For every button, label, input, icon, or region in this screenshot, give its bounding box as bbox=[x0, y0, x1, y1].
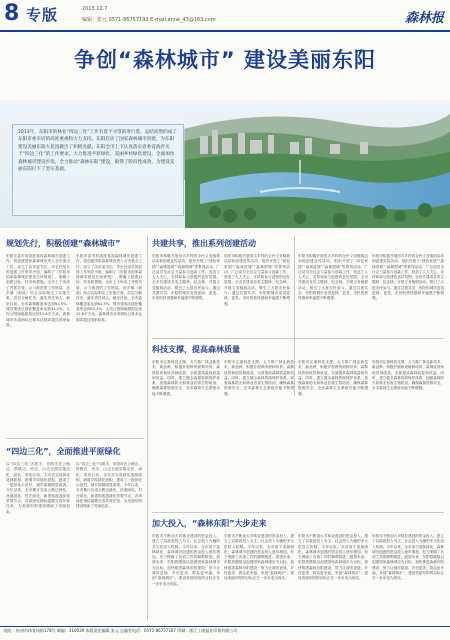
article-column: 东阳市积极开展形式多样的全民义务植树活动和创建宣传活动，组织开展了“绿色家园”“森林进城”“森林围城”等系列活动，广泛动员全社会力量参与创森工作，营造了人人关心、支持和参与创建的良好氛围。全市共建成各类主题林、纪念林，开展义务植树活动，吸引了大批市民参与。通过共建共享，东阳的城市变得更绿、更美，市民的获得感和幸福感不断增强。 bbox=[152, 254, 220, 301]
intro-paragraph: 2013年，东阳市的林业“四边三化”工作有着不寻常的进行着，总结而然的成了东阳市委市府的高度重视和大力支持。东阳启动了国家森林城市创建，为东阳建设美丽东阳大花园做出了积极贡献。东阳全市上下认真落实省委省政府关于“四边三化”的工作要求，大力推进平原绿化、美丽乡村绿化建设，全面加快森林城市建设步伐，全力推动“森林东阳”建设，取得了阶段性成效，为建设美丽东阳打下了坚实基础。 bbox=[12, 124, 184, 216]
article-column: 东阳市不断加大对林业建设的资金投入，建立了以政府投入为主、社会投入为辅的多元化投入机制。今年以来，全市用于造林绿化、森林城市创建的资金投入逐年增加，有力保障了各项工作的顺利推进。展望未来，东阳将继续以创建国家森林城市为目标，加快推进森林东阳建设，努力让城市更绿、乡村更美、群众更幸福，争创“森林城市”，建设美丽东阳的目标正在一步步变为现实。 bbox=[298, 534, 368, 581]
section-divider bbox=[6, 438, 144, 439]
article-column: 东阳市注重科技支撑，大力推广林业新技术、新品种，积极开展珍贵树种培育、森林抚育和低效林改造，全面提高森林质量和效益。同时，建立健全森林资源保护体系，加强森林防火和林业有害生物防治，确保森林资源安全，全市森林生态系统功能不断增强。 bbox=[224, 360, 294, 396]
page-headline: 争创“森林城市” 建设美丽东阳 bbox=[74, 48, 376, 72]
column-divider bbox=[294, 236, 295, 396]
article-column: 东阳市委市府高度重视森林城市创建工作，将创建国家森林城市列入全市重点工作，成立了由市委书记、市长任组长的创建工作领导小组，编制了《东阳市国家森林城市建设总体规划》，明确了创建目标、任务和措施。全市上下形成了齐抓共管、合力推进的工作格局，各乡镇（街道）结合实际制定了实施方案，层层分解任务，落实责任到人。截至目前，全市森林覆盖率达到61.5%，城市建成区绿化覆盖率达到41.2%，人均公园绿地面积达到12.6平方米，森林城市各项指标已基本达到或超过国家标准。 bbox=[6, 254, 70, 327]
issue-date: 2013.12.7 bbox=[82, 6, 108, 12]
page-masthead bbox=[0, 0, 450, 32]
section-divider bbox=[152, 512, 444, 513]
article-column: 东阳市委市府高度重视森林城市创建工作，将创建国家森林城市列入全市重点工作，成立了由市委书记、市长任组长的创建工作领导小组，编制了《东阳市国家森林城市建设总体规划》，明确了创建目标、任务和措施。全市上下形成了齐抓共管、合力推进的工作格局，各乡镇（街道）结合实际制定了实施方案，层层分解任务，落实责任到人。截至目前，全市森林覆盖率达到61.5%，城市建成区绿化覆盖率达到41.2%，人均公园绿地面积达到12.6平方米，森林城市各项指标已基本达到或超过国家标准。 bbox=[76, 254, 142, 322]
section-title-planning: 规划先行，积极创建“森林城市” bbox=[6, 239, 121, 248]
column-divider bbox=[147, 236, 148, 620]
article-column: 以“四边三化”为抓手，东阳市在公路边、铁路边、河边、山边全面实施洁化、绿化、美化行动，全市共完成绿化造林面积，新增平原绿化面积，建成了一批绿化示范村，城乡面貌明显改善。今年以来，全市累计完成公路边绿化，河道绿化，村庄绿化，新建和改造绿化景观节点，各项绿化指标超额完成年度任务，为美丽东阳建设增添了亮丽色彩。 bbox=[76, 462, 142, 509]
section-title-greening: “四边三化”，全面推进平原绿化 bbox=[6, 447, 121, 456]
section-title-investment: 加大投入，“森林东阳”大步走来 bbox=[152, 519, 267, 528]
section-title-activities: 共建共享，推出系列创建活动 bbox=[152, 239, 256, 248]
page-number: 8 bbox=[4, 1, 20, 26]
article-column: 东阳市积极开展形式多样的全民义务植树活动和创建宣传活动，组织开展了“绿色家园”“森林进城”“森林围城”等系列活动，广泛动员全社会力量参与创森工作，营造了人人关心、支持和参与创建的良好氛围。全市共建成各类主题林、纪念林，开展义务植树活动，吸引了大批市民参与。通过共建共享，东阳的城市变得更绿、更美，市民的获得感和幸福感不断增强。 bbox=[372, 254, 444, 301]
article-column: 东阳市不断加大对林业建设的资金投入，建立了以政府投入为主、社会投入为辅的多元化投入机制。今年以来，全市用于造林绿化、森林城市创建的资金投入逐年增加，有力保障了各项工作的顺利推进。展望未来，东阳将继续以创建国家森林城市为目标，加快推进森林东阳建设，努力让城市更绿、乡村更美、群众更幸福，争创“森林城市”，建设美丽东阳的目标正在一步步变为现实。 bbox=[372, 534, 444, 581]
article-column: 东阳市积极开展形式多样的全民义务植树活动和创建宣传活动，组织开展了“绿色家园”“森林进城”“森林围城”等系列活动，广泛动员全社会力量参与创森工作，营造了人人关心、支持和参与创建的良好氛围。全市共建成各类主题林、纪念林，开展义务植树活动，吸引了大批市民参与。通过共建共享，东阳的城市变得更绿、更美，市民的获得感和幸福感不断增强。 bbox=[224, 254, 290, 306]
article-column: 东阳市不断加大对林业建设的资金投入，建立了以政府投入为主、社会投入为辅的多元化投入机制。今年以来，全市用于造林绿化、森林城市创建的资金投入逐年增加，有力保障了各项工作的顺利推进。展望未来，东阳将继续以创建国家森林城市为目标，加快推进森林东阳建设，努力让城市更绿、乡村更美、群众更幸福，争创“森林城市”，建设美丽东阳的目标正在一步步变为现实。 bbox=[224, 534, 294, 581]
article-column: 东阳市注重科技支撑，大力推广林业新技术、新品种，积极开展珍贵树种培育、森林抚育和低效林改造，全面提高森林质量和效益。同时，建立健全森林资源保护体系，加强森林防火和林业有害生物防治，确保森林资源安全，全市森林生态系统功能不断增强。 bbox=[372, 360, 444, 391]
page-footer: 地址：杭州市体育场路178号 邮编：310039 本版责任编辑 张元 总编室电话：0571-86757187 印刷：浙江工商报业印务有限公司 bbox=[0, 626, 450, 640]
newspaper-logo: 森林报 bbox=[404, 11, 444, 26]
article-column: 东阳市注重科技支撑，大力推广林业新技术、新品种，积极开展珍贵树种培育、森林抚育和低效林改造，全面提高森林质量和效益。同时，建立健全森林资源保护体系，加强森林防火和林业有害生物防治，确保森林资源安全，全市森林生态系统功能不断增强。 bbox=[152, 360, 220, 396]
editor-contact: 编辑：张元 0571-86757193 E-mail:anne_43@163.com bbox=[82, 17, 216, 23]
section-divider bbox=[152, 338, 444, 339]
article-column: 以“四边三化”为抓手，东阳市在公路边、铁路边、河边、山边全面实施洁化、绿化、美化行动，全市共完成绿化造林面积，新增平原绿化面积，建成了一批绿化示范村，城乡面貌明显改善。今年以来，全市累计完成公路边绿化，河道绿化，村庄绿化，新建和改造绿化景观节点，各项绿化指标超额完成年度任务，为美丽东阳建设增添了亮丽色彩。 bbox=[6, 462, 70, 514]
article-column: 东阳市积极开展形式多样的全民义务植树活动和创建宣传活动，组织开展了“绿色家园”“森林进城”“森林围城”等系列活动，广泛动员全社会力量参与创森工作，营造了人人关心、支持和参与创建的良好氛围。全市共建成各类主题林、纪念林，开展义务植树活动，吸引了大批市民参与。通过共建共享，东阳的城市变得更绿、更美，市民的获得感和幸福感不断增强。 bbox=[298, 254, 368, 301]
article-column: 东阳市不断加大对林业建设的资金投入，建立了以政府投入为主、社会投入为辅的多元化投入机制。今年以来，全市用于造林绿化、森林城市创建的资金投入逐年增加，有力保障了各项工作的顺利推进。展望未来，东阳将继续以创建国家森林城市为目标，加快推进森林东阳建设，努力让城市更绿、乡村更美、群众更幸福，争创“森林城市”，建设美丽东阳的目标正在一步步变为现实。 bbox=[152, 534, 220, 586]
section-title-technology: 科技支撑，提高森林质量 bbox=[152, 345, 240, 354]
article-column: 东阳市注重科技支撑，大力推广林业新技术、新品种，积极开展珍贵树种培育、森林抚育和低效林改造，全面提高森林质量和效益。同时，建立健全森林资源保护体系，加强森林防火和林业有害生物防治，确保森林资源安全，全市森林生态系统功能不断增强。 bbox=[298, 360, 368, 396]
section-label: 专版 bbox=[26, 6, 59, 24]
